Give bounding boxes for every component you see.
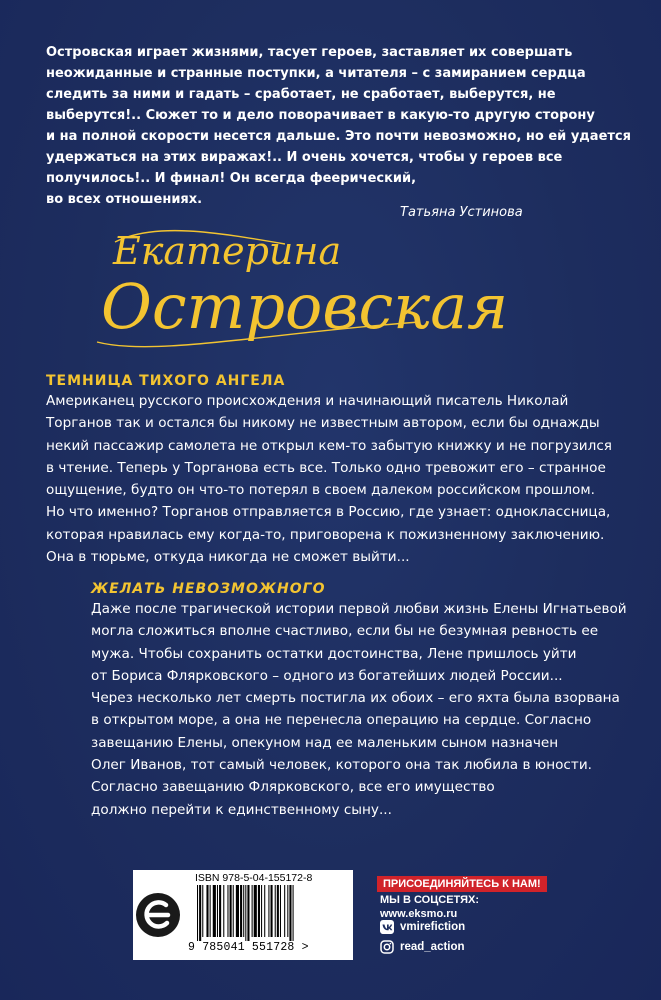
barcode-bar — [236, 885, 239, 937]
review-line: удержаться на этих виражах!.. И очень хочется, чтобы у героев все — [46, 150, 563, 165]
description-line: ощущение, будто он что-то потерял в своем далеком российском прошлом. — [46, 482, 595, 499]
instagram-icon — [380, 940, 394, 954]
description-line: в чтение. Теперь у Торганова есть все. Только одно тревожит его – странное — [46, 459, 606, 476]
book-title-2: ЖЕЛАТЬ НЕВОЗМОЖНОГО — [91, 581, 326, 597]
barcode-panel — [133, 870, 353, 960]
barcode-bar — [233, 885, 234, 937]
barcode-bar — [213, 885, 216, 937]
barcode-bar — [264, 885, 265, 937]
description-line: Она в тюрьме, откуда никогда не сможет выйти... — [46, 549, 410, 566]
description-line: мужа. Чтобы сохранить остатки достоинства, Лене пришлось уйти — [91, 645, 577, 662]
barcode-bar — [230, 885, 232, 937]
barcode-image — [195, 885, 341, 941]
barcode-bar — [284, 885, 285, 937]
description-line: в открытом море, а она не перенесла операцию на сердце. Согласно — [91, 712, 592, 729]
description-line: завещанию Елены, опекуном над ее маленьким сыном назначен — [91, 734, 559, 751]
description-line: Олег Иванов, тот самый человек, которого она так любила в юности. — [91, 757, 592, 774]
barcode-bar — [271, 885, 273, 937]
eksmo-logo-icon — [135, 892, 181, 938]
barcode-bar — [252, 885, 253, 937]
barcode-bar — [219, 885, 221, 937]
description-line: Через несколько лет смерть постигла их обоих – его яхта была взорвана — [91, 690, 620, 707]
author-last-name: Островская — [101, 270, 509, 343]
barcode-bar — [258, 885, 260, 937]
barcode-bar — [227, 885, 228, 937]
description-line: Но что именно? Торганов отправляется в Россию, где узнает: одноклассница, — [46, 504, 611, 521]
description-line: Даже после трагической истории первой любви жизнь Елены Игнатьевой — [91, 601, 627, 617]
join-us-badge[interactable]: ПРИСОЕДИНЯЙТЕСЬ К НАМ! — [377, 876, 547, 892]
review-line: получилось!.. И финал! Он всегда феерический, — [46, 171, 417, 186]
author-first-name: Екатерина — [113, 229, 342, 273]
barcode-bar — [245, 885, 246, 941]
barcode-bar — [254, 885, 257, 937]
barcode-bar — [217, 885, 218, 937]
review-line: следить за ними и гадать – сработает, не сработает, выберутся, не — [46, 87, 556, 102]
description-line: Согласно завещанию Флярковского, все его имущество — [91, 779, 495, 796]
social-heading — [380, 893, 479, 921]
barcode-bar — [243, 885, 244, 937]
barcode-bar — [210, 885, 211, 937]
social-heading-title: МЫ В СОЦСЕТЯХ: — [380, 894, 480, 906]
isbn-label: ISBN 978-5-04-155172-8 — [195, 872, 313, 884]
description-line: должно перейти к единственному сыну... — [91, 801, 392, 818]
barcode-bar — [277, 885, 279, 937]
review-line: и на полной скорости несется дальше. Это почти невозможно, но ей удается — [46, 129, 631, 144]
barcode-bar — [287, 885, 288, 937]
barcode-bar — [247, 885, 249, 941]
book-description-2 — [91, 598, 627, 821]
barcode-bar — [268, 885, 269, 937]
barcode-bar — [199, 885, 201, 941]
description-line: Торганов так и остался бы никому не известным автором, если бы однажды — [46, 415, 600, 432]
barcode-bar — [202, 885, 203, 937]
book-description-1 — [46, 390, 612, 568]
barcode-bar — [197, 885, 198, 941]
barcode-bar — [240, 885, 242, 937]
instagram-handle: read_action — [400, 941, 465, 953]
review-line: неожиданные и странные поступки, а читателя – с замиранием сердца — [46, 66, 586, 81]
description-line: Американец русского происхождения и начинающий писатель Николай — [46, 393, 569, 409]
barcode-bar — [261, 885, 262, 937]
instagram-link[interactable] — [380, 940, 465, 954]
vk-link[interactable] — [380, 920, 465, 934]
barcode-digits: 9 785041 551728 > — [188, 941, 309, 954]
barcode-bar — [206, 885, 208, 937]
barcode-bar — [293, 885, 294, 941]
review-line: выберутся!.. Сюжет то и дело поворачивает в какую-то другую сторону — [46, 108, 595, 123]
description-line: некий пассажир самолета не открыл кем-то забытую книжку и не погрузился — [46, 437, 612, 454]
author-name-logo — [95, 222, 509, 357]
barcode-bar — [223, 885, 224, 937]
barcode-bar — [280, 885, 281, 937]
review-quote — [46, 42, 631, 210]
description-line: могла сложиться вполне счастливо, если бы не безумная ревность ее — [91, 623, 599, 640]
review-author: Татьяна Устинова — [400, 205, 523, 220]
barcode-bar — [289, 885, 291, 941]
book-title-1: ТЕМНИЦА ТИХОГО АНГЕЛА — [46, 373, 286, 389]
vk-handle: vmirefiction — [400, 921, 466, 933]
barcode-bar — [275, 885, 276, 937]
description-line: от Бориса Флярковского – одного из богатейших людей России... — [91, 667, 563, 684]
review-line: Островская играет жизнями, тасует героев, заставляет их совершать — [46, 45, 573, 60]
review-line: во всех отношениях. — [46, 192, 203, 207]
description-line: которая нравилась ему когда-то, приговорена к пожизненному заключению. — [46, 526, 605, 543]
vk-icon — [380, 920, 394, 934]
website-link[interactable]: www.eksmo.ru — [380, 908, 458, 920]
